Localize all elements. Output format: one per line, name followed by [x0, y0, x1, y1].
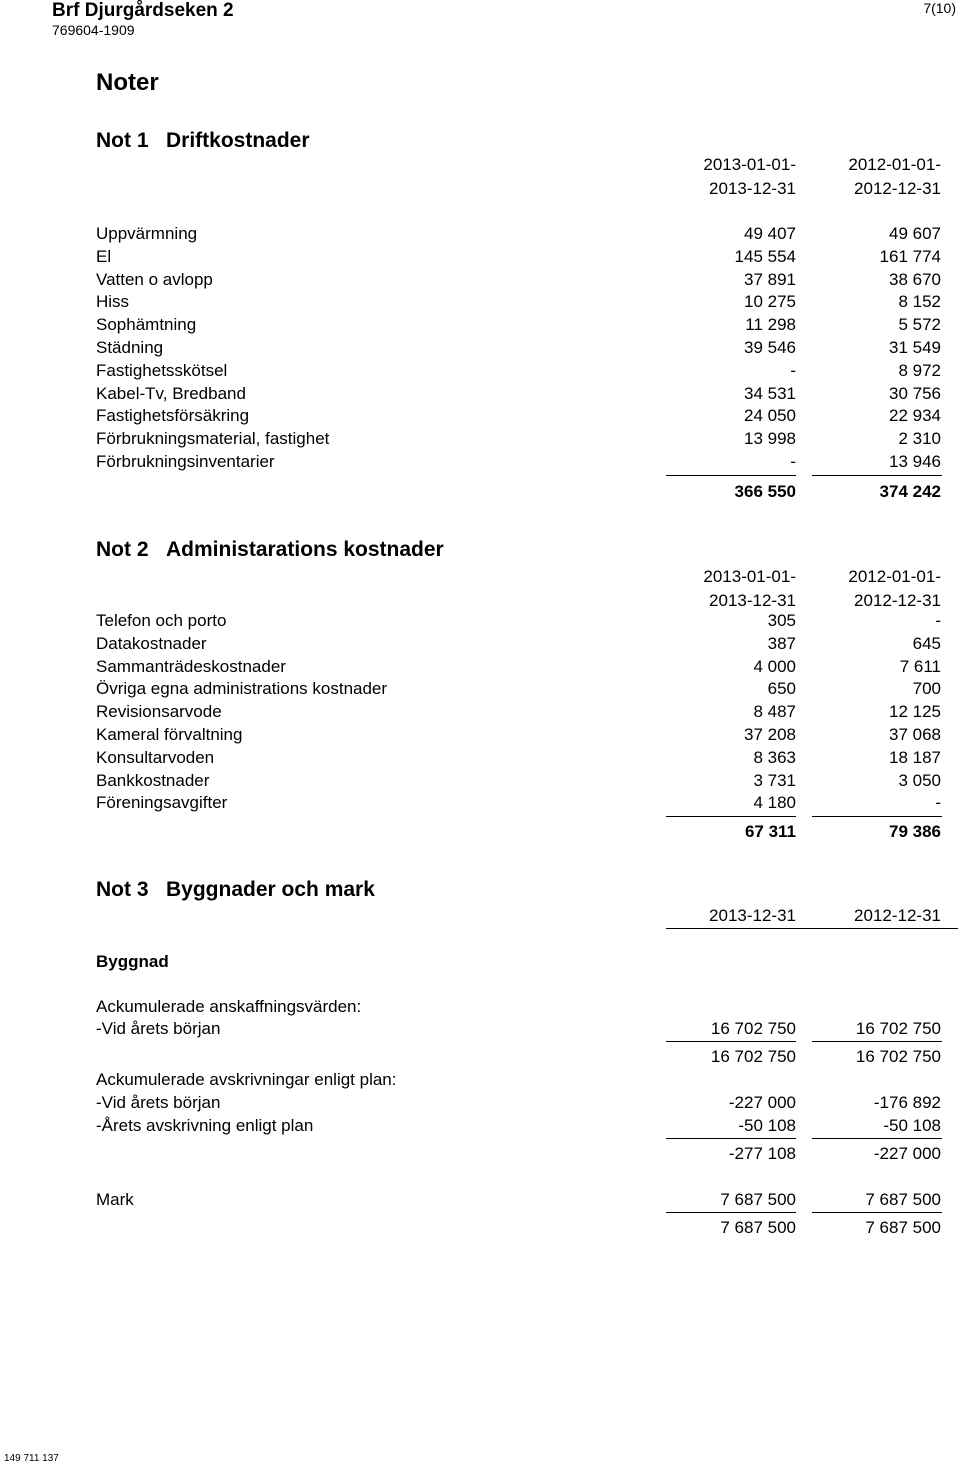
row-value-col1: 8 487	[753, 702, 796, 722]
table-row	[96, 678, 942, 700]
row-label: Datakostnader	[96, 633, 207, 653]
row-value-col1: 145 554	[734, 246, 796, 266]
row-value-col2: 38 670	[889, 269, 941, 289]
note3-acq-row-col2: 16 702 750	[855, 1019, 941, 1038]
note2-sum-line-col2	[812, 816, 942, 817]
note3-mark-line-col2	[812, 1212, 942, 1213]
row-label: Städning	[96, 338, 164, 357]
note3-dep-line-col1	[666, 1138, 796, 1139]
table-row	[96, 451, 942, 473]
note3-acq-row	[96, 1018, 942, 1040]
row-value-col2: -	[935, 793, 941, 813]
row-value-col2: 8 152	[898, 292, 941, 312]
row-label: El	[96, 246, 112, 266]
row-label: Bankkostnader	[96, 770, 210, 790]
row-label: Hiss	[96, 292, 130, 312]
note2-title	[96, 538, 444, 562]
row-value-col1: -	[790, 360, 796, 380]
note3-mark-line-col1	[666, 1212, 796, 1213]
note1-number: Not 1	[96, 129, 149, 152]
row-value-col2: 8 972	[898, 360, 941, 380]
row-value-col2: 700	[912, 679, 941, 699]
note1-col1-header	[703, 154, 796, 200]
table-row	[96, 770, 942, 792]
note3-mark-label: Mark	[96, 1190, 134, 1209]
note3-dep-row-2-col1: -50 108	[738, 1116, 796, 1135]
row-value-col1: 13 998	[744, 429, 796, 449]
row-value-col1: 49 407	[744, 224, 796, 243]
note3-number: Not 3	[96, 878, 149, 901]
note1-col1-end: 2013-12-31	[709, 179, 796, 198]
row-label: Förbrukningsmaterial, fastighet	[96, 429, 330, 449]
row-value-col1: 11 298	[745, 315, 796, 335]
row-value-col2: 30 756	[889, 383, 941, 403]
note3-heading: Byggnader och mark	[166, 878, 375, 901]
row-value-col1: 4 000	[753, 656, 796, 676]
row-value-col2: 22 934	[889, 406, 941, 426]
note1-sum-line-col1	[666, 475, 796, 476]
row-value-col2: 7 611	[899, 656, 941, 676]
row-label: Föreningsavgifter	[96, 793, 228, 813]
row-value-col2: 2 310	[898, 429, 941, 449]
note3-mark-total-col1: 7 687 500	[720, 1218, 796, 1237]
row-value-col1: 24 050	[744, 406, 796, 426]
note2-col1-header	[703, 566, 796, 612]
note3-acq-heading: Ackumulerade anskaffningsvärden:	[96, 997, 362, 1016]
table-row	[96, 792, 942, 814]
row-label: Konsultarvoden	[96, 747, 215, 767]
note1-col2-header	[848, 154, 941, 200]
company-name: Brf Djurgårdseken 2	[52, 0, 234, 21]
note2-col1-end: 2013-12-31	[709, 591, 796, 610]
note2-total-row	[96, 821, 942, 843]
table-row	[96, 610, 942, 632]
note3-dep-row-2-label: -Årets avskrivning enligt plan	[96, 1116, 314, 1135]
note3-acq-row-label: -Vid årets början	[96, 1019, 221, 1038]
row-value-col1: 39 546	[744, 338, 796, 357]
table-row	[96, 337, 942, 359]
table-row	[96, 291, 942, 313]
row-label: Förbrukningsinventarier	[96, 452, 275, 471]
page-number: 7(10)	[923, 0, 956, 16]
org-number: 769604-1909	[52, 22, 135, 38]
row-label: Revisionsarvode	[96, 702, 222, 722]
note3-col1-header: 2013-12-31	[709, 906, 796, 925]
note2-total-col2: 79 386	[889, 822, 941, 841]
note3-acq-total-col1: 16 702 750	[710, 1047, 796, 1066]
note3-acq-row-col1: 16 702 750	[710, 1019, 796, 1038]
note2-col2-start: 2012-01-01-	[848, 567, 941, 586]
row-value-col2: 12 125	[889, 702, 941, 722]
table-row	[96, 656, 942, 678]
row-value-col2: 3 050	[898, 770, 941, 790]
row-value-col2: 13 946	[889, 452, 941, 471]
row-value-col1: 305	[767, 611, 796, 630]
note1-total-col1: 366 550	[734, 482, 796, 501]
note3-title	[96, 878, 375, 902]
row-value-col2: 645	[912, 633, 941, 653]
row-value-col2: 49 607	[889, 224, 941, 243]
note2-number: Not 2	[96, 538, 149, 561]
table-row	[96, 383, 942, 405]
row-label: Fastighetsskötsel	[96, 360, 228, 380]
row-value-col1: 10 275	[744, 292, 796, 312]
note3-mark-row	[96, 1189, 942, 1211]
note2-sum-line-col1	[666, 816, 796, 817]
note3-mark-col2: 7 687 500	[865, 1190, 941, 1209]
table-row	[96, 269, 942, 291]
note3-dep-row-1	[96, 1092, 942, 1114]
row-label: Sophämtning	[96, 315, 197, 335]
row-value-col1: 8 363	[753, 747, 796, 767]
note3-header-line	[666, 928, 958, 929]
row-value-col2: 37 068	[889, 725, 941, 744]
row-label: Vatten o avlopp	[96, 269, 213, 289]
table-row	[96, 246, 942, 268]
note2-col2-end: 2012-12-31	[854, 591, 941, 610]
note3-mark-total-row	[96, 1217, 942, 1239]
row-label: Sammanträdeskostnader	[96, 656, 286, 676]
note3-acq-total-col2: 16 702 750	[855, 1047, 941, 1066]
row-value-col1: 3 731	[753, 770, 796, 790]
row-value-col1: 650	[767, 679, 796, 699]
note3-dep-line-col2	[812, 1138, 942, 1139]
note3-col2-header: 2012-12-31	[854, 906, 941, 925]
row-label: Uppvärmning	[96, 224, 198, 243]
note1-col2-end: 2012-12-31	[854, 179, 941, 198]
note1-col2-start: 2012-01-01-	[848, 155, 941, 174]
note1-col1-start: 2013-01-01-	[703, 155, 796, 174]
row-label: Kameral förvaltning	[96, 725, 243, 744]
note1-heading: Driftkostnader	[166, 129, 310, 152]
row-value-col1: 4 180	[753, 793, 796, 813]
row-value-col1: 387	[767, 633, 796, 653]
note3-dep-total-row	[96, 1143, 942, 1165]
note3-mark-total-col2: 7 687 500	[865, 1218, 941, 1237]
note3-dep-row-1-col2: -176 892	[873, 1093, 941, 1112]
note3-dep-total-col2: -227 000	[873, 1144, 941, 1163]
note1-title	[96, 129, 310, 153]
note3-acq-line-col1	[666, 1041, 796, 1042]
row-value-col2: 5 572	[898, 315, 941, 335]
note2-total-col1: 67 311	[744, 822, 796, 841]
table-row	[96, 405, 942, 427]
note3-section-byggnad: Byggnad	[96, 952, 169, 971]
row-value-col1: 34 531	[744, 383, 796, 403]
table-row	[96, 747, 942, 769]
table-row	[96, 314, 942, 336]
row-value-col1: 37 891	[744, 269, 796, 289]
row-value-col2: 31 549	[889, 338, 941, 357]
note3-dep-row-1-col1: -227 000	[728, 1093, 796, 1112]
row-label: Telefon och porto	[96, 611, 227, 630]
note2-col2-header	[848, 566, 941, 612]
note3-acq-line-col2	[812, 1041, 942, 1042]
page-title: Noter	[96, 69, 159, 96]
note3-mark-col1: 7 687 500	[720, 1190, 796, 1209]
note3-dep-row-2-col2: -50 108	[883, 1116, 941, 1135]
note1-sum-line-col2	[812, 475, 942, 476]
note2-heading: Administarations kostnader	[166, 538, 444, 561]
note2-col1-start: 2013-01-01-	[703, 567, 796, 586]
note3-dep-row-1-label: -Vid årets början	[96, 1093, 221, 1112]
footer-code: 149 711 137	[4, 1453, 59, 1464]
table-row	[96, 428, 942, 450]
row-value-col1: 37 208	[744, 725, 796, 744]
row-value-col2: 18 187	[889, 747, 941, 767]
note3-acq-total-row	[96, 1046, 942, 1068]
note3-dep-total-col1: -277 108	[728, 1144, 796, 1163]
table-row	[96, 223, 942, 245]
row-value-col1: -	[790, 452, 796, 471]
row-label: Övriga egna administrations kostnader	[96, 679, 388, 699]
note1-total-row	[96, 481, 942, 503]
table-row	[96, 701, 942, 723]
table-row	[96, 724, 942, 746]
row-value-col2: 161 774	[879, 246, 941, 266]
note3-dep-heading: Ackumulerade avskrivningar enligt plan:	[96, 1070, 397, 1089]
row-label: Kabel-Tv, Bredband	[96, 383, 246, 403]
table-row	[96, 360, 942, 382]
row-label: Fastighetsförsäkring	[96, 406, 250, 426]
note1-total-col2: 374 242	[879, 482, 941, 501]
row-value-col2: -	[935, 611, 941, 630]
table-row	[96, 633, 942, 655]
note3-dep-row-2	[96, 1115, 942, 1137]
